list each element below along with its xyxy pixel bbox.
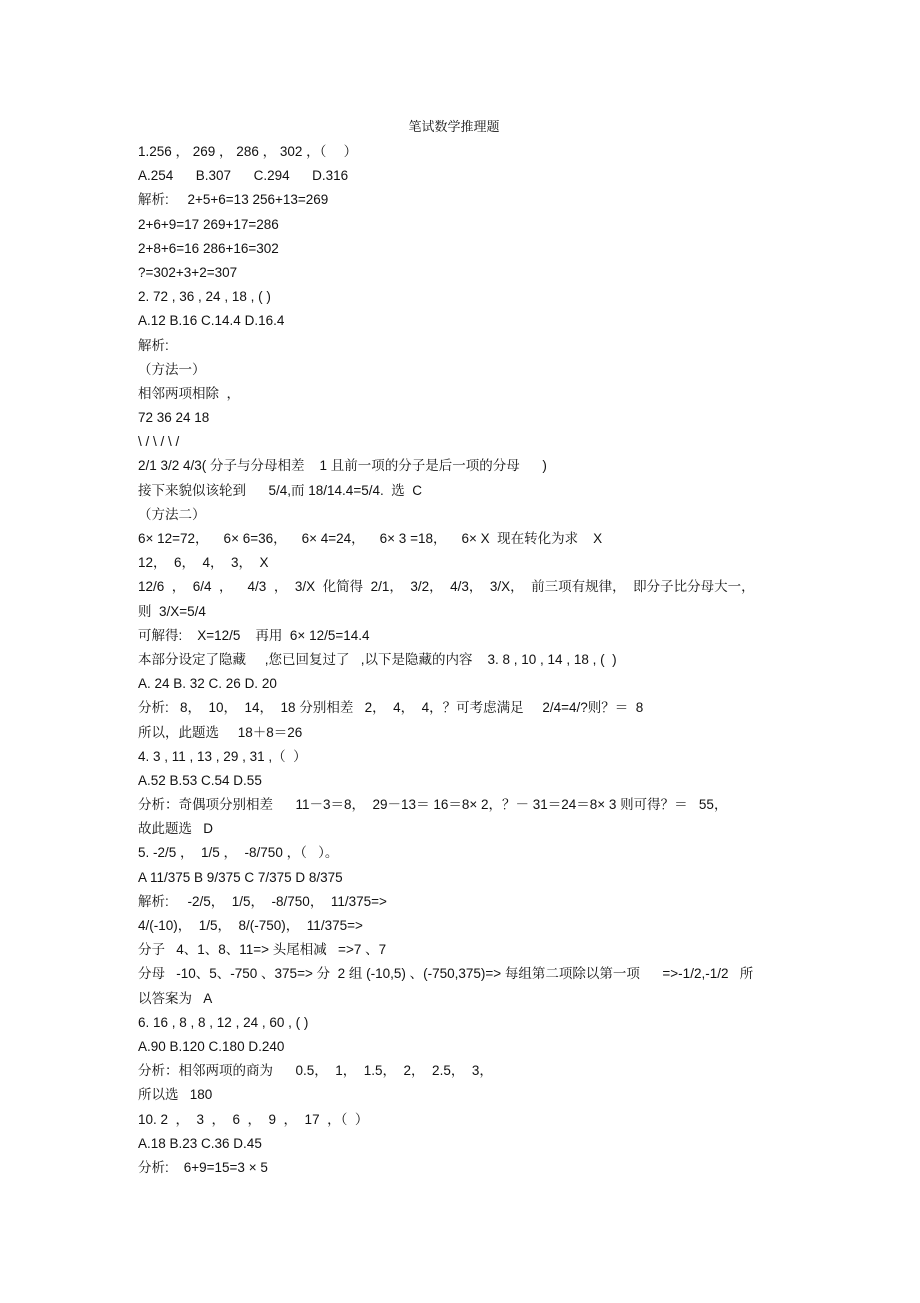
text-line: 分母 -10、5、-750 、375=> 分 2 组 (-10,5) 、(-750,375)=> 每组第二项除以第一项 =>-1/2,-1/2 所 [138,966,754,982]
text-line: 接下来貌似该轮到 5/4,而 18/14.4=5/4. 选 C [138,482,422,498]
text-line: A.90 B.120 C.180 D.240 [138,1038,285,1054]
text-line: 解析: 2+5+6=13 256+13=269 [138,192,329,208]
text-line: 可解得: X=12/5 再用 6× 12/5=14.4 [138,627,370,643]
text-line: （方法一） [138,361,206,377]
text-line: A. 24 B. 32 C. 26 D. 20 [138,676,277,692]
text-line: 分析：奇偶项分别相差 11－3＝8， 29－13＝ 16＝8× 2，？－ 31＝24＝8× 3 则可得？＝ 55， [138,797,728,813]
text-line: 2+6+9=17 269+17=286 [138,216,279,232]
text-line: 所以选 180 [138,1087,213,1103]
text-line: 分子 4、1、8、11=> 头尾相减 =>7 、7 [138,942,387,958]
text-line: 分析: 8， 10， 14， 18 分别相差 2， 4， 4，？可考虑满足 2/4=4/?则？＝ 8 [138,700,644,716]
text-line: 12/6 ， 6/4 ， 4/3 ， 3/X 化简得 2/1， 3/2， 4/3， 3/X， 前三项有规律， 即分子比分母大一， [138,579,755,595]
text-line: 则 3/X=5/4 [138,603,206,619]
text-line: 2. 72 , 36 , 24 , 18 , ( ) [138,289,271,305]
text-line: 2+8+6=16 286+16=302 [138,240,279,256]
text-line: 分析: 6+9=15=3 × 5 [138,1159,268,1175]
text-line: 72 36 24 18 [138,410,210,426]
text-line: A.254 B.307 C.294 D.316 [138,168,349,184]
text-line: 2/1 3/2 4/3( 分子与分母相差 1 且前一项的分子是后一项的分母 ) [138,458,547,474]
text-line: 分析：相邻两项的商为 0.5， 1， 1.5， 2， 2.5， 3， [138,1063,493,1079]
text-line: 5. -2/5 ， 1/5 ， -8/750 ，（ ）。 [138,845,339,861]
text-line: A.18 B.23 C.36 D.45 [138,1135,262,1151]
text-line: 12， 6， 4， 3， X [138,555,269,571]
text-line: 6× 12=72， 6× 6=36， 6× 4=24， 6× 3 =18， 6× X 现在转化为求 X [138,531,603,546]
text-line: 所以，此题选 18＋8＝26 [138,724,303,740]
text-line: \ / \ / \ / [138,434,180,450]
text-line: 解析: [138,337,169,353]
document-title: 笔试数学推理题 [408,120,500,135]
text-line: 4. 3 , 11 , 13 , 29 , 31 ,（ ） [138,748,307,764]
text-line: 10. 2 ， 3 ， 6 ， 9 ， 17 ，（ ） [138,1111,369,1127]
text-line: 解析: -2/5， 1/5， -8/750， 11/375=> [138,893,387,909]
text-line: 以答案为 A [138,990,213,1006]
text-line: A.12 B.16 C.14.4 D.16.4 [138,313,285,329]
text-line: A 11/375 B 9/375 C 7/375 D 8/375 [138,869,343,885]
text-line: 故此题选 D [138,821,214,837]
document-body [138,140,798,1180]
text-line: ?=302+3+2=307 [138,264,238,280]
text-line: 相邻两项相除 ， [138,385,241,401]
text-line: 4/(-10)， 1/5， 8/(-750)， 11/375=> [138,918,363,933]
text-line: 6. 16 , 8 , 8 , 12 , 24 , 60 , ( ) [138,1014,309,1030]
text-line: 本部分设定了隐藏 ,您已回复过了 ,以下是隐藏的内容 3. 8 , 10 , 14 , 18 , ( ) [138,651,617,667]
text-line: （方法二） [138,506,206,522]
text-line: A.52 B.53 C.54 D.55 [138,772,262,788]
text-line: 1.256 ， 269 ， 286 ， 302 ，（ ） [138,144,358,159]
